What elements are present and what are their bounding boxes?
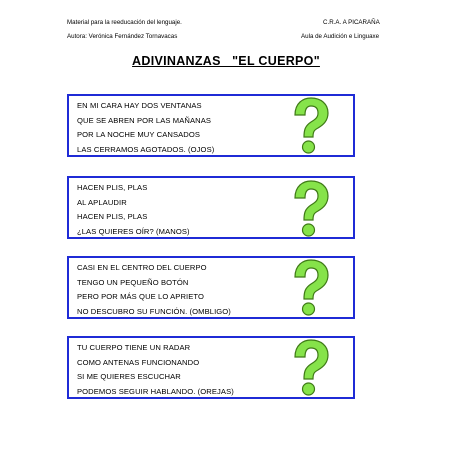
riddle-card: [67, 336, 355, 399]
riddle-line: ¿LAS QUIERES OÍR? (MANOS): [77, 227, 190, 236]
riddle-card: [67, 176, 355, 239]
riddle-line: TU CUERPO TIENE UN RADAR: [77, 343, 191, 352]
riddle-line: HACEN PLIS, PLAS: [77, 183, 148, 192]
header-author: Autora: Verónica Fernández Tornavacas: [67, 33, 178, 40]
riddle-line: CASI EN EL CENTRO DEL CUERPO: [77, 263, 207, 272]
question-mark-icon: [289, 339, 331, 397]
riddle-line: AL APLAUDIR: [77, 198, 127, 207]
question-mark-icon: [289, 180, 331, 238]
riddle-line: POR LA NOCHE MUY CANSADOS: [77, 130, 201, 139]
riddle-line: HACEN PLIS, PLAS: [77, 212, 148, 221]
header-material: Material para la reeducación del lenguaje.: [67, 19, 182, 26]
page-title: ADIVINANZAS "EL CUERPO": [132, 54, 320, 68]
riddle-line: SI ME QUIERES ESCUCHAR: [77, 372, 181, 381]
riddle-line: NO DESCUBRO SU FUNCIÓN. (OMBLIGO): [77, 307, 231, 316]
riddle-line: EN MI CARA HAY DOS VENTANAS: [77, 101, 202, 110]
question-mark-icon: [289, 97, 331, 155]
riddle-line: PODEMOS SEGUIR HABLANDO. (OREJAS): [77, 387, 234, 396]
riddle-line: TENGO UN PEQUEÑO BOTÓN: [77, 278, 189, 287]
riddle-card: [67, 256, 355, 319]
header-classroom: Aula de Audición e Linguaxe: [301, 33, 380, 40]
riddle-line: QUE SE ABREN POR LAS MAÑANAS: [77, 116, 212, 125]
riddle-line: PERO POR MÁS QUE LO APRIETO: [77, 292, 205, 301]
header-school: C.R.A. A PICARAÑA: [323, 19, 380, 26]
question-mark-icon: [289, 259, 331, 317]
riddle-card: [67, 94, 355, 157]
riddle-line: COMO ANTENAS FUNCIONANDO: [77, 358, 200, 367]
riddle-line: LAS CERRAMOS AGOTADOS. (OJOS): [77, 145, 215, 154]
